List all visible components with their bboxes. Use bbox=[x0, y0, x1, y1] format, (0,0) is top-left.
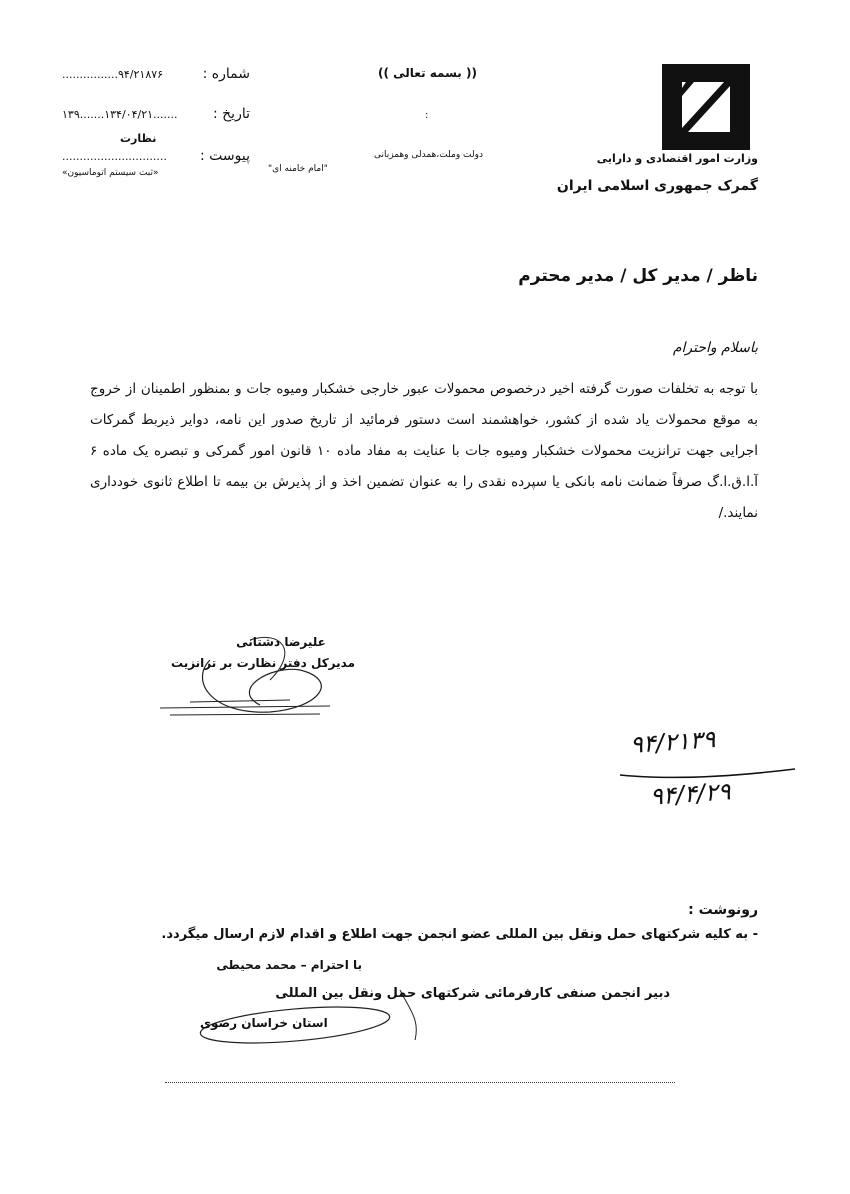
secretary-title: دبیر انجمن صنفی کارفرمائی شرکتهای حمل ونقل بین المللی bbox=[275, 986, 670, 1001]
number-value: ................٩۴/٢١٨٧۶ bbox=[62, 68, 164, 81]
attachment-label: پیوست : bbox=[200, 148, 250, 164]
motto-attribution: "امام خامنه ای" bbox=[268, 164, 328, 174]
signatory-title: مدیرکل دفتر نظارت بر ترانزیت bbox=[170, 656, 355, 670]
decorative-mark: : bbox=[425, 110, 429, 121]
addressee: ناظر / مدیر کل / مدیر محترم bbox=[518, 266, 758, 286]
attachment-value: .............................. bbox=[62, 150, 167, 163]
basmala: (( بسمه تعالی )) bbox=[378, 66, 477, 80]
signatory-name: علیرضا دشتانی bbox=[236, 635, 326, 649]
handwritten-date: ٩۴/۴/٢٩ bbox=[649, 777, 732, 811]
regards-signature: با احترام – محمد محیطی bbox=[216, 958, 362, 972]
cc-recipient-line: - به کلیه شرکتهای حمل ونقل بین المللی عضو انجمن جهت اطلاع و اقدام لازم ارسال میگردد. bbox=[161, 927, 758, 942]
date-label: تاریخ : bbox=[212, 106, 250, 122]
motto-text: دولت وملت،همدلی وهمزبانی bbox=[374, 150, 483, 160]
footer-divider bbox=[165, 1082, 675, 1083]
automation-note: «ثبت سیستم اتوماسیون» bbox=[62, 168, 159, 178]
department-label: نظارت bbox=[120, 132, 157, 145]
handwritten-number: ٩۴/٢١٣٩ bbox=[629, 725, 717, 759]
salutation: باسلام واحترام bbox=[672, 340, 758, 356]
province-name: استان خراسان رضوی bbox=[200, 1016, 328, 1030]
number-label: شماره : bbox=[202, 66, 250, 82]
ministry-name: وزارت امور اقتصادی و دارایی bbox=[596, 152, 758, 165]
date-value: ١٣.......١٣٩۴/٠۴/٢١....... bbox=[62, 108, 178, 121]
letter-body: با توجه به تخلفات صورت گرفته اخیر درخصوص محمولات عبور خارجی خشکبار ومیوه جات و بمنظور اطمینان از خروج به موقع محمولات یاد شده از کشور، خواهشمند است دستور فرمائید از تاریخ صدور این نامه، دوایر ذیربط گمرکات اجرایی جهت ترانزیت محمولات خشکبار ومیوه جات با عنایت به مفاد ماده ١٠ قانون امور گمرکی و تبصره یک ماده ۶ آ.ا.ق.ا.گ صرفاً ضمانت نامه بانکی یا سپرده نقدی را به عنوان تضمین اخذ و از پذیرش بن بیمه تا اطلاع ثانوی خودداری نمایند./ bbox=[90, 381, 758, 521]
customs-logo-icon bbox=[662, 64, 750, 150]
cc-title: رونوشت : bbox=[688, 902, 758, 918]
customs-name: گمرک جمهوری اسلامی ایران bbox=[556, 178, 758, 194]
